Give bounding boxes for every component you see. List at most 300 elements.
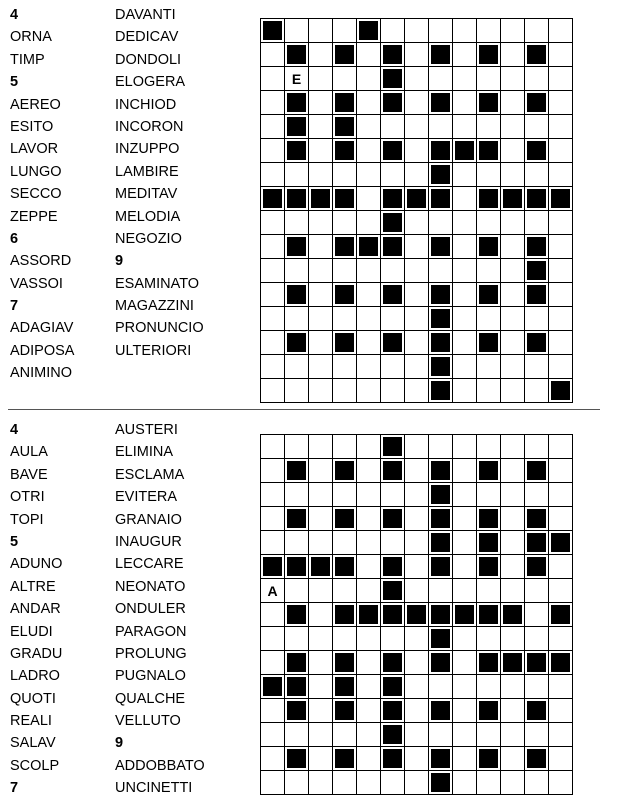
grid-cell[interactable] [309,235,333,259]
black-cell[interactable] [285,699,309,723]
grid-cell[interactable] [333,531,357,555]
black-cell[interactable] [429,91,453,115]
grid-cell[interactable] [357,435,381,459]
grid-cell[interactable] [405,139,429,163]
grid-cell[interactable] [357,355,381,379]
grid-cell[interactable] [381,627,405,651]
grid-cell[interactable] [549,259,573,283]
black-cell[interactable] [333,507,357,531]
black-cell[interactable] [477,651,501,675]
grid-cell[interactable] [285,483,309,507]
grid-cell[interactable] [405,379,429,403]
grid-cell[interactable] [501,91,525,115]
black-cell[interactable] [333,675,357,699]
grid-cell[interactable] [525,771,549,795]
grid-cell[interactable] [357,115,381,139]
grid-cell[interactable] [333,19,357,43]
grid-cell[interactable] [549,483,573,507]
grid-cell[interactable] [261,699,285,723]
grid-cell[interactable] [429,211,453,235]
grid-cell[interactable] [525,483,549,507]
grid-cell[interactable] [381,19,405,43]
grid-cell[interactable] [357,379,381,403]
grid-cell[interactable] [261,355,285,379]
black-cell[interactable] [501,651,525,675]
black-cell[interactable] [381,187,405,211]
grid-cell[interactable] [285,435,309,459]
grid-cell[interactable] [501,331,525,355]
grid-cell[interactable] [549,723,573,747]
black-cell[interactable] [357,235,381,259]
grid-cell[interactable] [309,283,333,307]
grid-cell[interactable] [453,579,477,603]
black-cell[interactable] [285,115,309,139]
grid-cell[interactable] [309,699,333,723]
grid-cell[interactable] [309,771,333,795]
black-cell[interactable] [429,555,453,579]
grid-cell[interactable] [261,259,285,283]
grid-cell[interactable] [261,531,285,555]
black-cell[interactable] [549,651,573,675]
black-cell[interactable] [477,187,501,211]
grid-cell[interactable] [261,603,285,627]
black-cell[interactable] [381,603,405,627]
black-cell[interactable] [285,187,309,211]
grid-cell[interactable] [453,507,477,531]
grid-cell[interactable] [453,379,477,403]
grid-cell[interactable] [309,459,333,483]
grid-cell[interactable] [453,723,477,747]
grid-cell[interactable] [381,355,405,379]
black-cell[interactable] [261,555,285,579]
grid-cell[interactable] [549,435,573,459]
grid-cell[interactable] [285,355,309,379]
grid-cell[interactable] [453,747,477,771]
grid-cell[interactable] [333,627,357,651]
black-cell[interactable] [429,283,453,307]
black-cell[interactable] [381,507,405,531]
grid-cell[interactable] [357,723,381,747]
grid-cell[interactable] [501,771,525,795]
black-cell[interactable] [429,43,453,67]
letter-cell[interactable]: A [261,579,285,603]
black-cell[interactable] [525,459,549,483]
grid-cell[interactable] [525,723,549,747]
black-cell[interactable] [333,555,357,579]
black-cell[interactable] [549,187,573,211]
grid-cell[interactable] [477,67,501,91]
black-cell[interactable] [381,459,405,483]
grid-cell[interactable] [525,379,549,403]
grid-cell[interactable] [453,307,477,331]
black-cell[interactable] [333,139,357,163]
grid-cell[interactable] [261,283,285,307]
letter-cell[interactable]: E [285,67,309,91]
grid-cell[interactable] [453,459,477,483]
black-cell[interactable] [381,675,405,699]
grid-cell[interactable] [309,531,333,555]
grid-cell[interactable] [501,723,525,747]
grid-cell[interactable] [429,675,453,699]
black-cell[interactable] [429,747,453,771]
black-cell[interactable] [381,331,405,355]
grid-cell[interactable] [333,579,357,603]
grid-cell[interactable] [357,531,381,555]
black-cell[interactable] [525,235,549,259]
grid-cell[interactable] [549,507,573,531]
black-cell[interactable] [333,115,357,139]
grid-cell[interactable] [357,67,381,91]
grid-cell[interactable] [477,627,501,651]
grid-cell[interactable] [261,235,285,259]
grid-cell[interactable] [261,483,285,507]
grid-cell[interactable] [405,307,429,331]
black-cell[interactable] [357,603,381,627]
black-cell[interactable] [525,91,549,115]
black-cell[interactable] [261,19,285,43]
grid-cell[interactable] [453,283,477,307]
grid-cell[interactable] [453,19,477,43]
grid-cell[interactable] [309,651,333,675]
grid-cell[interactable] [429,115,453,139]
grid-cell[interactable] [405,283,429,307]
grid-cell[interactable] [501,19,525,43]
black-cell[interactable] [285,675,309,699]
black-cell[interactable] [525,331,549,355]
grid-cell[interactable] [333,771,357,795]
grid-cell[interactable] [525,211,549,235]
black-cell[interactable] [381,139,405,163]
grid-cell[interactable] [549,699,573,723]
black-cell[interactable] [477,747,501,771]
grid-cell[interactable] [477,483,501,507]
grid-cell[interactable] [405,723,429,747]
black-cell[interactable] [549,603,573,627]
grid-cell[interactable] [501,747,525,771]
grid-cell[interactable] [453,235,477,259]
grid-cell[interactable] [453,163,477,187]
grid-cell[interactable] [525,115,549,139]
grid-cell[interactable] [285,163,309,187]
grid-cell[interactable] [285,307,309,331]
black-cell[interactable] [477,507,501,531]
grid-cell[interactable] [309,627,333,651]
grid-cell[interactable] [405,163,429,187]
grid-cell[interactable] [405,435,429,459]
black-cell[interactable] [477,283,501,307]
grid-cell[interactable] [309,379,333,403]
black-cell[interactable] [429,163,453,187]
grid-cell[interactable] [549,235,573,259]
grid-cell[interactable] [309,579,333,603]
grid-cell[interactable] [333,211,357,235]
grid-cell[interactable] [285,211,309,235]
black-cell[interactable] [285,43,309,67]
grid-cell[interactable] [357,627,381,651]
grid-cell[interactable] [309,331,333,355]
grid-cell[interactable] [309,747,333,771]
black-cell[interactable] [381,211,405,235]
grid-cell[interactable] [333,307,357,331]
grid-cell[interactable] [501,163,525,187]
black-cell[interactable] [429,699,453,723]
black-cell[interactable] [309,555,333,579]
grid-cell[interactable] [525,603,549,627]
grid-cell[interactable] [453,91,477,115]
black-cell[interactable] [453,603,477,627]
grid-cell[interactable] [549,163,573,187]
grid-cell[interactable] [333,379,357,403]
grid-cell[interactable] [477,379,501,403]
grid-cell[interactable] [501,483,525,507]
grid-cell[interactable] [357,579,381,603]
black-cell[interactable] [381,435,405,459]
grid-cell[interactable] [357,747,381,771]
grid-cell[interactable] [405,91,429,115]
black-cell[interactable] [501,187,525,211]
black-cell[interactable] [477,91,501,115]
black-cell[interactable] [261,675,285,699]
black-cell[interactable] [285,651,309,675]
grid-cell[interactable] [333,355,357,379]
black-cell[interactable] [381,43,405,67]
black-cell[interactable] [525,283,549,307]
black-cell[interactable] [405,603,429,627]
grid-cell[interactable] [405,259,429,283]
grid-cell[interactable] [381,483,405,507]
grid-cell[interactable] [261,307,285,331]
grid-cell[interactable] [357,483,381,507]
grid-cell[interactable] [477,163,501,187]
grid-cell[interactable] [477,579,501,603]
grid-cell[interactable] [525,579,549,603]
grid-cell[interactable] [333,259,357,283]
black-cell[interactable] [333,235,357,259]
grid-cell[interactable] [333,483,357,507]
grid-cell[interactable] [501,699,525,723]
black-cell[interactable] [285,91,309,115]
grid-cell[interactable] [549,211,573,235]
grid-cell[interactable] [405,747,429,771]
black-cell[interactable] [429,139,453,163]
puzzle1-grid[interactable] [260,18,573,403]
grid-cell[interactable] [453,67,477,91]
grid-cell[interactable] [429,67,453,91]
black-cell[interactable] [429,235,453,259]
grid-cell[interactable] [501,115,525,139]
grid-cell[interactable] [261,43,285,67]
grid-cell[interactable] [309,163,333,187]
black-cell[interactable] [525,259,549,283]
black-cell[interactable] [429,507,453,531]
grid-cell[interactable] [261,67,285,91]
grid-cell[interactable] [261,459,285,483]
grid-cell[interactable] [261,91,285,115]
black-cell[interactable] [381,747,405,771]
grid-cell[interactable] [477,675,501,699]
grid-cell[interactable] [357,43,381,67]
grid-cell[interactable] [405,483,429,507]
grid-cell[interactable] [357,651,381,675]
grid-cell[interactable] [405,507,429,531]
black-cell[interactable] [333,91,357,115]
grid-cell[interactable] [309,259,333,283]
grid-cell[interactable] [549,771,573,795]
grid-cell[interactable] [525,19,549,43]
grid-cell[interactable] [453,187,477,211]
grid-cell[interactable] [285,579,309,603]
grid-cell[interactable] [285,19,309,43]
grid-cell[interactable] [309,115,333,139]
grid-cell[interactable] [549,627,573,651]
grid-cell[interactable] [357,163,381,187]
black-cell[interactable] [525,555,549,579]
grid-cell[interactable] [453,435,477,459]
black-cell[interactable] [285,139,309,163]
black-cell[interactable] [333,699,357,723]
grid-cell[interactable] [477,771,501,795]
grid-cell[interactable] [357,187,381,211]
black-cell[interactable] [525,531,549,555]
grid-cell[interactable] [501,435,525,459]
grid-cell[interactable] [309,483,333,507]
grid-cell[interactable] [477,355,501,379]
grid-cell[interactable] [501,259,525,283]
grid-cell[interactable] [405,235,429,259]
grid-cell[interactable] [357,699,381,723]
grid-cell[interactable] [357,507,381,531]
grid-cell[interactable] [477,435,501,459]
black-cell[interactable] [333,603,357,627]
grid-cell[interactable] [501,67,525,91]
grid-cell[interactable] [501,283,525,307]
grid-cell[interactable] [501,507,525,531]
grid-cell[interactable] [309,67,333,91]
grid-cell[interactable] [285,259,309,283]
grid-cell[interactable] [429,723,453,747]
grid-cell[interactable] [549,139,573,163]
grid-cell[interactable] [453,627,477,651]
black-cell[interactable] [285,331,309,355]
grid-cell[interactable] [309,307,333,331]
grid-cell[interactable] [261,771,285,795]
grid-cell[interactable] [453,211,477,235]
black-cell[interactable] [501,603,525,627]
black-cell[interactable] [429,651,453,675]
grid-cell[interactable] [309,355,333,379]
grid-cell[interactable] [309,19,333,43]
grid-cell[interactable] [381,259,405,283]
black-cell[interactable] [381,723,405,747]
grid-cell[interactable] [357,771,381,795]
grid-cell[interactable] [525,675,549,699]
grid-cell[interactable] [381,163,405,187]
grid-cell[interactable] [261,627,285,651]
grid-cell[interactable] [525,163,549,187]
black-cell[interactable] [357,19,381,43]
grid-cell[interactable] [405,115,429,139]
grid-cell[interactable] [405,67,429,91]
black-cell[interactable] [525,651,549,675]
grid-cell[interactable] [357,283,381,307]
grid-cell[interactable] [261,507,285,531]
grid-cell[interactable] [501,355,525,379]
grid-cell[interactable] [453,675,477,699]
grid-cell[interactable] [501,211,525,235]
black-cell[interactable] [477,699,501,723]
grid-cell[interactable] [405,211,429,235]
black-cell[interactable] [285,603,309,627]
grid-cell[interactable] [285,771,309,795]
black-cell[interactable] [429,459,453,483]
black-cell[interactable] [477,43,501,67]
grid-cell[interactable] [381,115,405,139]
grid-cell[interactable] [477,723,501,747]
black-cell[interactable] [381,555,405,579]
black-cell[interactable] [477,531,501,555]
grid-cell[interactable] [453,555,477,579]
black-cell[interactable] [477,555,501,579]
black-cell[interactable] [381,67,405,91]
black-cell[interactable] [429,531,453,555]
grid-cell[interactable] [501,531,525,555]
black-cell[interactable] [381,91,405,115]
grid-cell[interactable] [261,331,285,355]
grid-cell[interactable] [501,579,525,603]
grid-cell[interactable] [405,19,429,43]
grid-cell[interactable] [357,331,381,355]
grid-cell[interactable] [405,579,429,603]
grid-cell[interactable] [309,723,333,747]
grid-cell[interactable] [549,331,573,355]
grid-cell[interactable] [285,723,309,747]
grid-cell[interactable] [261,139,285,163]
grid-cell[interactable] [405,675,429,699]
grid-cell[interactable] [525,67,549,91]
grid-cell[interactable] [549,115,573,139]
black-cell[interactable] [333,43,357,67]
black-cell[interactable] [285,235,309,259]
black-cell[interactable] [525,43,549,67]
grid-cell[interactable] [261,723,285,747]
grid-cell[interactable] [285,627,309,651]
grid-cell[interactable] [405,355,429,379]
black-cell[interactable] [477,331,501,355]
grid-cell[interactable] [477,19,501,43]
black-cell[interactable] [549,531,573,555]
grid-cell[interactable] [501,675,525,699]
grid-cell[interactable] [549,19,573,43]
grid-cell[interactable] [261,211,285,235]
black-cell[interactable] [285,283,309,307]
grid-cell[interactable] [453,43,477,67]
grid-cell[interactable] [501,235,525,259]
black-cell[interactable] [429,483,453,507]
grid-cell[interactable] [405,43,429,67]
grid-cell[interactable] [309,139,333,163]
black-cell[interactable] [381,699,405,723]
grid-cell[interactable] [309,435,333,459]
grid-cell[interactable] [261,435,285,459]
grid-cell[interactable] [309,43,333,67]
black-cell[interactable] [453,139,477,163]
grid-cell[interactable] [405,531,429,555]
black-cell[interactable] [285,555,309,579]
black-cell[interactable] [477,459,501,483]
black-cell[interactable] [381,579,405,603]
grid-cell[interactable] [549,675,573,699]
grid-cell[interactable] [429,435,453,459]
